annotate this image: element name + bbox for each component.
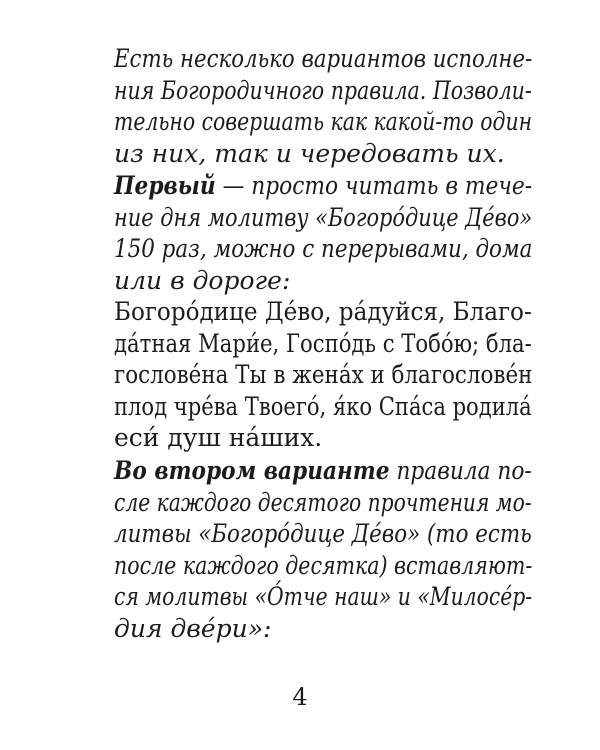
text-segment: ния Богородичного правила. Позволи- (114, 75, 532, 105)
text-line (114, 139, 505, 169)
text-line (114, 519, 532, 549)
text-segment: дия две́ри»: (114, 614, 272, 643)
text-segment: сле каждого десятого прочтения мо- (114, 487, 532, 517)
text-line (114, 297, 532, 327)
text-line (114, 44, 532, 74)
text-segment: ние дня молитву «Богоро́дице Де́во» (114, 202, 533, 232)
text-segment: Богоро́дице Де́во, ра́дуйся, Благо- (114, 297, 532, 326)
page-number: 4 (292, 683, 308, 711)
text-segment: после каждого десятка) вставляют- (114, 550, 533, 580)
bold-lead-phrase: Первый (114, 171, 216, 200)
text-segment: гослове́на Ты в жена́х и благослове́н (114, 360, 533, 390)
text-line (114, 171, 532, 201)
text-segment: ся молитвы «О́тче наш» и «Милосе́р- (114, 582, 533, 612)
text-line (114, 392, 532, 422)
text-line (114, 423, 322, 453)
text-segment: еси́ душ на́ших. (114, 423, 323, 453)
page-body-text (114, 0, 532, 660)
text-line (114, 329, 532, 359)
text-segment: да́тная Мари́е, Госпо́дь с Тобо́ю; бла- (114, 328, 532, 358)
bold-lead-phrase: Во втором варианте (114, 456, 390, 485)
text-segment: литвы «Богоро́дице Де́во» (то есть (114, 519, 532, 549)
text-segment: из них, так и чередовать их. (114, 138, 505, 168)
text-segment: — просто читать в тече- (215, 171, 533, 200)
text-segment: или в дороге: (114, 265, 291, 295)
text-line (114, 456, 532, 486)
text-line (114, 266, 290, 296)
text-line (114, 582, 532, 612)
text-line (114, 360, 532, 390)
text-line (114, 203, 532, 233)
text-segment: правила по- (389, 456, 532, 485)
text-segment: 150 раз, можно с перерывами, дома (114, 234, 533, 264)
text-line (114, 614, 271, 644)
text-line (114, 234, 532, 264)
text-segment: тельно совершать как какой-то один (114, 107, 532, 137)
text-line (114, 488, 532, 518)
text-segment: Есть несколько вариантов исполне- (114, 44, 533, 73)
text-line (114, 107, 532, 137)
text-segment: плод чре́ва Твоего́, я́ко Спа́са родила́ (114, 391, 532, 421)
text-line (114, 551, 532, 581)
text-line (114, 76, 532, 106)
